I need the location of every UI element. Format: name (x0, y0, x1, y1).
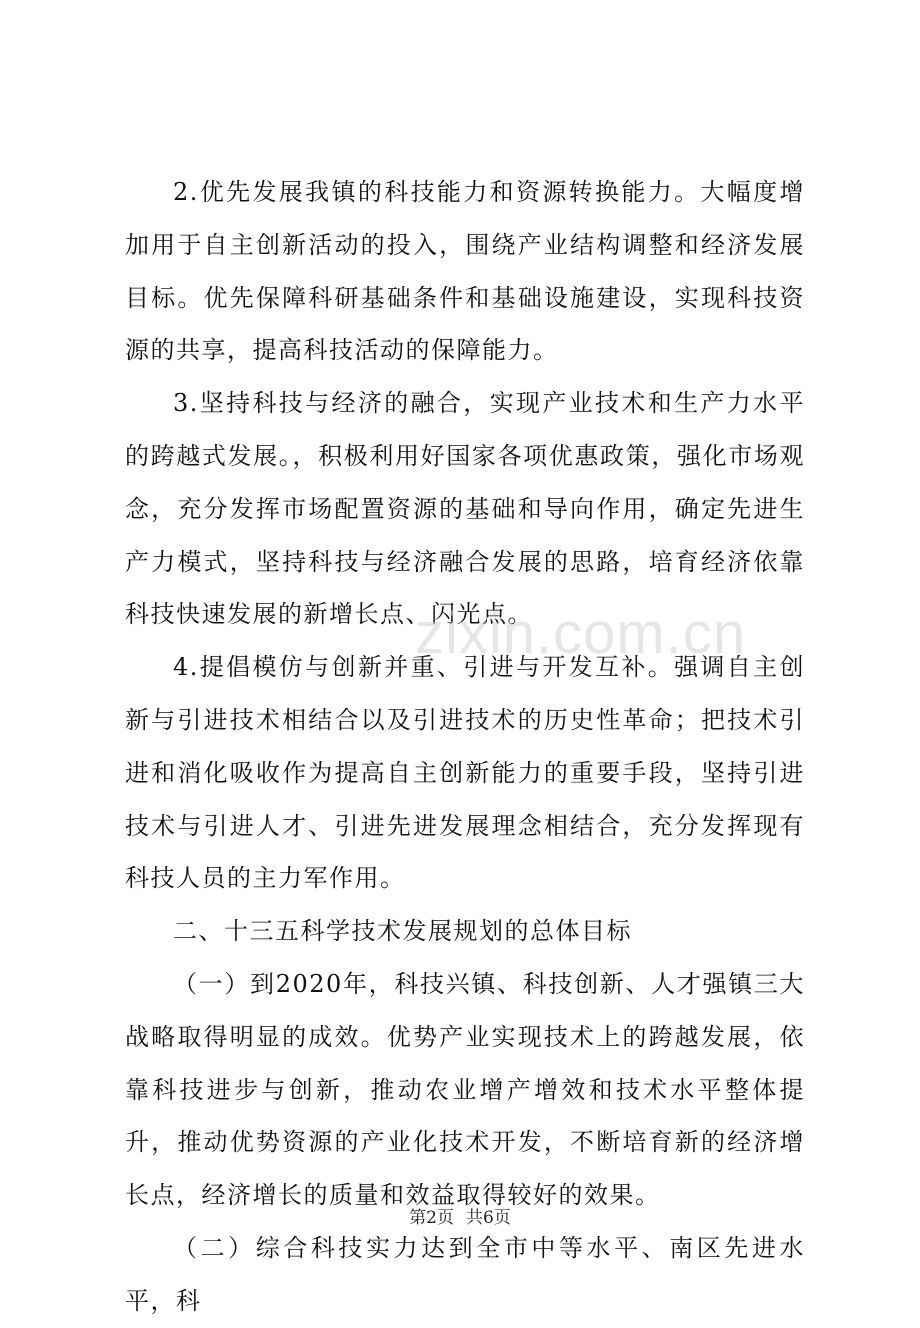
watermark: zixin.com.cn (415, 601, 747, 666)
paragraph-item-2: 2.优先发展我镇的科技能力和资源转换能力。大幅度增加用于自主创新活动的投入，围绕产业结构调整和经济发展目标。优先保障科研基础条件和基础设施建设，实现科技资源的共享，提高科技活动的保障能力。 (125, 178, 805, 365)
section-heading: 二、十三五科学技术发展规划的总体目标 (173, 917, 632, 946)
document-body (125, 166, 805, 1328)
page-footer (0, 1203, 920, 1228)
paragraph-item-3: 3.坚持科技与经济的融合，实现产业技术和生产力水平的跨越式发展。，积极利用好国家各项优惠政策，强化市场观念，充分发挥市场配置资源的基础和导向作用，确定先进生产力模式，坚持科技与经济融合发展的思路，培育经济依靠科技快速发展的新增长点、闪光点。 (125, 389, 805, 629)
paragraph-item-4: 4.提倡模仿与创新并重、引进与开发互补。强调自主创新与引进技术相结合以及引进技术的历史性革命；把技术引进和消化吸收作为提高自主创新能力的重要手段，坚持引进技术与引进人才、引进先进发展理念相结合，充分发挥现有科技人员的主力军作用。 (125, 653, 805, 893)
page-number-total: 共6页 (466, 1208, 511, 1228)
goal-paragraph-1: （一）到2020年，科技兴镇、科技创新、人才强镇三大战略取得明显的成效。优势产业实现技术上的跨越发展，依靠科技进步与创新，推动农业增产增效和技术水平整体提升，推动优势资源的产业化技术开发，不断培育新的经济增长点，经济增长的质量和效益取得较好的效果。 (125, 969, 805, 1210)
goal-paragraph-2: （二）综合科技实力达到全市中等水平、南区先进水平，科 (125, 1233, 805, 1315)
page-number-current: 第2页 (409, 1208, 454, 1228)
